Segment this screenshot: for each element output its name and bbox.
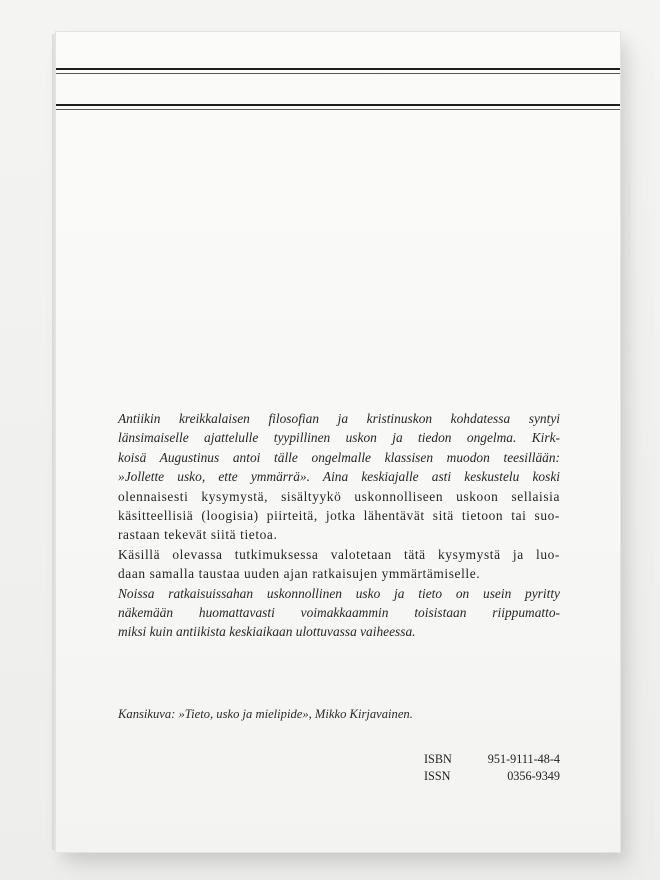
blurb-line: koisä Augustinus antoi tälle ongelmalle klassisen muodon teesillään: xyxy=(118,449,560,465)
blurb-line: Käsillä olevassa tutkimuksessa valotetaan tätä kysymystä ja luo- xyxy=(118,546,560,562)
blurb-line: näkemään huomattavasti voimakkaammin toisistaan riippumatto- xyxy=(118,605,560,621)
isbn-row xyxy=(424,751,560,768)
rule-thin xyxy=(56,109,620,110)
blurb-line: miksi kuin antiikista keskiaikaan ulottuvassa vaiheessa. xyxy=(118,624,416,640)
isbn-value: 951-9111-48-4 xyxy=(487,752,560,766)
blurb-line: Antiikin kreikkalaisen filosofian ja kristinuskon kohdatessa syntyi xyxy=(118,411,560,426)
blurb-line: länsimaiselle ajattelulle tyypillinen uskon ja tiedon ongelma. Kirk- xyxy=(118,430,560,446)
cover-caption: Kansikuva: »Tieto, usko ja mielipide», Mikko Kirjavainen. xyxy=(118,707,413,721)
blurb-line: »Jollette usko, ette ymmärrä». Aina keskiajalle asti keskustelu koski xyxy=(118,469,560,485)
blurb-line: käsitteellisiä (loogisia) piirteitä, jotka lähentävät sitä tietoon tai suo- xyxy=(118,508,560,524)
blurb-line: olennaisesti kysymystä, sisältyykö uskonnolliseen uskoon sellaisia xyxy=(118,488,560,504)
blurb-paragraph xyxy=(118,409,560,642)
publication-codes xyxy=(424,751,560,785)
rule-thin xyxy=(56,73,620,74)
issn-value: 0356-9349 xyxy=(507,769,560,783)
issn-row xyxy=(424,768,560,785)
issn-label: ISSN xyxy=(424,769,451,783)
isbn-label: ISBN xyxy=(424,752,452,766)
rule-thick xyxy=(56,104,620,106)
blurb-line: daan samalla taustaa uuden ajan ratkaisujen ymmärtämiselle. xyxy=(118,566,481,582)
book-back-cover xyxy=(56,32,620,852)
blurb-line: Noissa ratkaisuissahan uskonnollinen usko ja tieto on usein pyritty xyxy=(118,585,560,601)
blurb-line: rastaan tekevät siitä tietoa. xyxy=(118,527,278,543)
rule-thick xyxy=(56,68,620,70)
